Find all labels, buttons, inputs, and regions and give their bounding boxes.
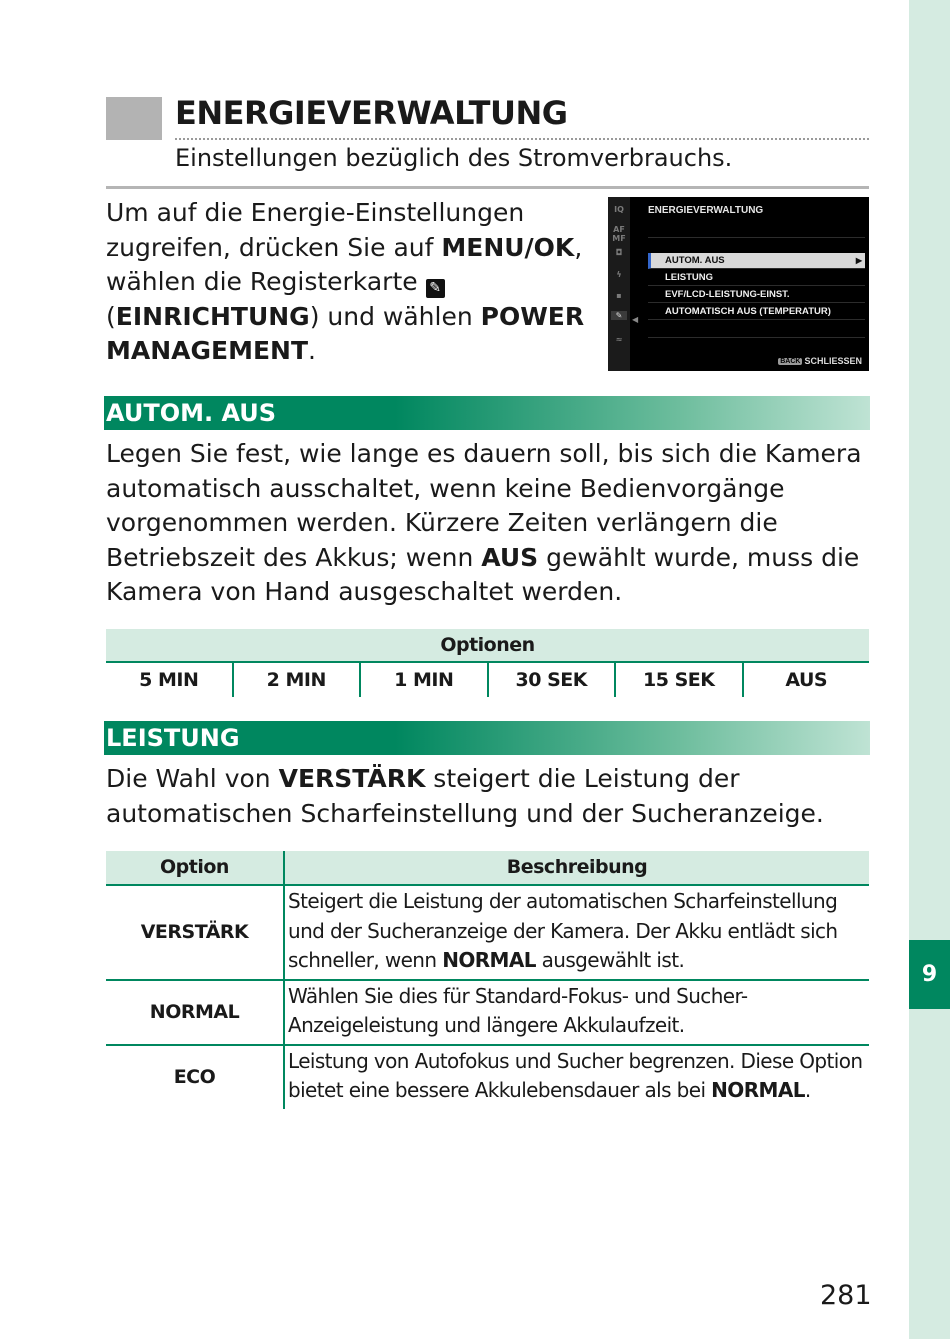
column-header-option: Option (106, 851, 285, 884)
table-row (106, 886, 869, 981)
section-heading-autom-aus: AUTOM. AUS (104, 396, 870, 430)
camera-menu-empty-row (648, 321, 865, 338)
camera-menu-screenshot (608, 197, 869, 371)
intro-paragraph: Um auf die Energie-Einstellungen zugreifen, drücken Sie auf MENU/OK, wählen die Registerkarte ✎ (EINRICHTUNG) und wählen POWER MANAGEMENT. (106, 198, 585, 365)
page-title: ENERGIEVERWALTUNG (175, 94, 568, 132)
camera-tab-column (608, 197, 630, 371)
header-rule (106, 186, 869, 189)
option-1-min: 1 MIN (359, 663, 487, 697)
camera-menu-empty-row (648, 237, 865, 254)
option-15-sek: 15 SEK (614, 663, 742, 697)
camera-icon: ◘ (615, 248, 623, 257)
title-marker (106, 97, 162, 140)
menu-ok-label: MENU/OK (441, 232, 575, 262)
power-management-label: POWER MANAGEMENT (106, 301, 585, 365)
camera-tab-afmf: AF MF (612, 225, 626, 243)
options-table-header: Optionen (106, 629, 869, 663)
camera-menu-footer: BACK SCHLIESSEN (780, 356, 862, 366)
leistung-table-header (106, 851, 869, 886)
column-header-beschreibung: Beschreibung (506, 856, 648, 878)
option-name: ECO (106, 1046, 285, 1109)
option-2-min: 2 MIN (232, 663, 360, 697)
option-description: Steigert die Leistung der automatischen Scharfeinstellung und der Sucheranzeige der Kamera. Der Akku entlädt sich schneller, wenn NORMAL ausgewählt ist. (288, 889, 838, 972)
options-table (106, 629, 869, 697)
page-subtitle: Einstellungen bezüglich des Stromverbrauchs. (175, 144, 733, 172)
flash-icon: ϟ (616, 270, 622, 279)
autom-aus-description: Legen Sie fest, wie lange es dauern soll, bis sich die Kamera automatisch ausschaltet, wenn keine Bedienvorgänge vorgenommen werden. Kürzere Zeiten verlängern die Betriebszeit des Akkus; wenn AUS gewählt wurde, muss die Kamera von Hand ausgeschaltet werden. (106, 439, 862, 606)
option-30-sek: 30 SEK (487, 663, 615, 697)
option-5-min: 5 MIN (139, 669, 199, 691)
camera-tab-iq: IQ (614, 205, 624, 214)
table-row (106, 1046, 869, 1109)
wireless-icon: ≈ (615, 335, 623, 344)
title-divider (175, 138, 869, 140)
wrench-icon: ✎ (611, 311, 627, 320)
setup-tab-label: EINRICHTUNG (115, 301, 310, 331)
camera-menu-empty-row (648, 221, 865, 238)
page-number: 281 (820, 1280, 872, 1311)
camera-menu-item-autom-aus: AUTOM. AUS ▶ (648, 253, 865, 269)
leistung-description: Die Wahl von VERSTÄRK steigert die Leistung der automatischen Scharfeinstellung und der Sucheranzeige. (106, 764, 824, 828)
camera-menu-title: ENERGIEVERWALTUNG (648, 205, 764, 216)
table-row (106, 981, 869, 1046)
side-strip (909, 0, 950, 1339)
back-button-icon: BACK (780, 358, 801, 365)
leistung-table (106, 851, 869, 1109)
caret-right-icon: ▶ (855, 256, 862, 265)
option-description: Leistung von Autofokus und Sucher begrenzen. Diese Option bietet eine bessere Akkulebensdauer als bei NORMAL. (288, 1048, 863, 1102)
section-heading-leistung: LEISTUNG (104, 721, 870, 755)
chapter-tab: 9 (909, 940, 950, 1009)
option-aus: AUS (742, 663, 870, 697)
camera-menu-item-evf-lcd: EVF/LCD-LEISTUNG-EINST. (648, 287, 865, 303)
wrench-icon: ✎ (426, 279, 445, 298)
camera-menu-item-leistung: LEISTUNG (648, 270, 865, 286)
camera-menu-item-auto-aus-temp: AUTOMATISCH AUS (TEMPERATUR) (648, 304, 865, 320)
option-name: NORMAL (106, 981, 285, 1044)
option-description: Wählen Sie dies für Standard-Fokus- und Sucher-Anzeigeleistung und längere Akkulaufzeit. (288, 983, 748, 1037)
option-name: VERSTÄRK (106, 886, 285, 979)
movie-icon: ▪ (616, 291, 622, 300)
camera-tab-arrow-icon: ◀ (632, 315, 639, 324)
